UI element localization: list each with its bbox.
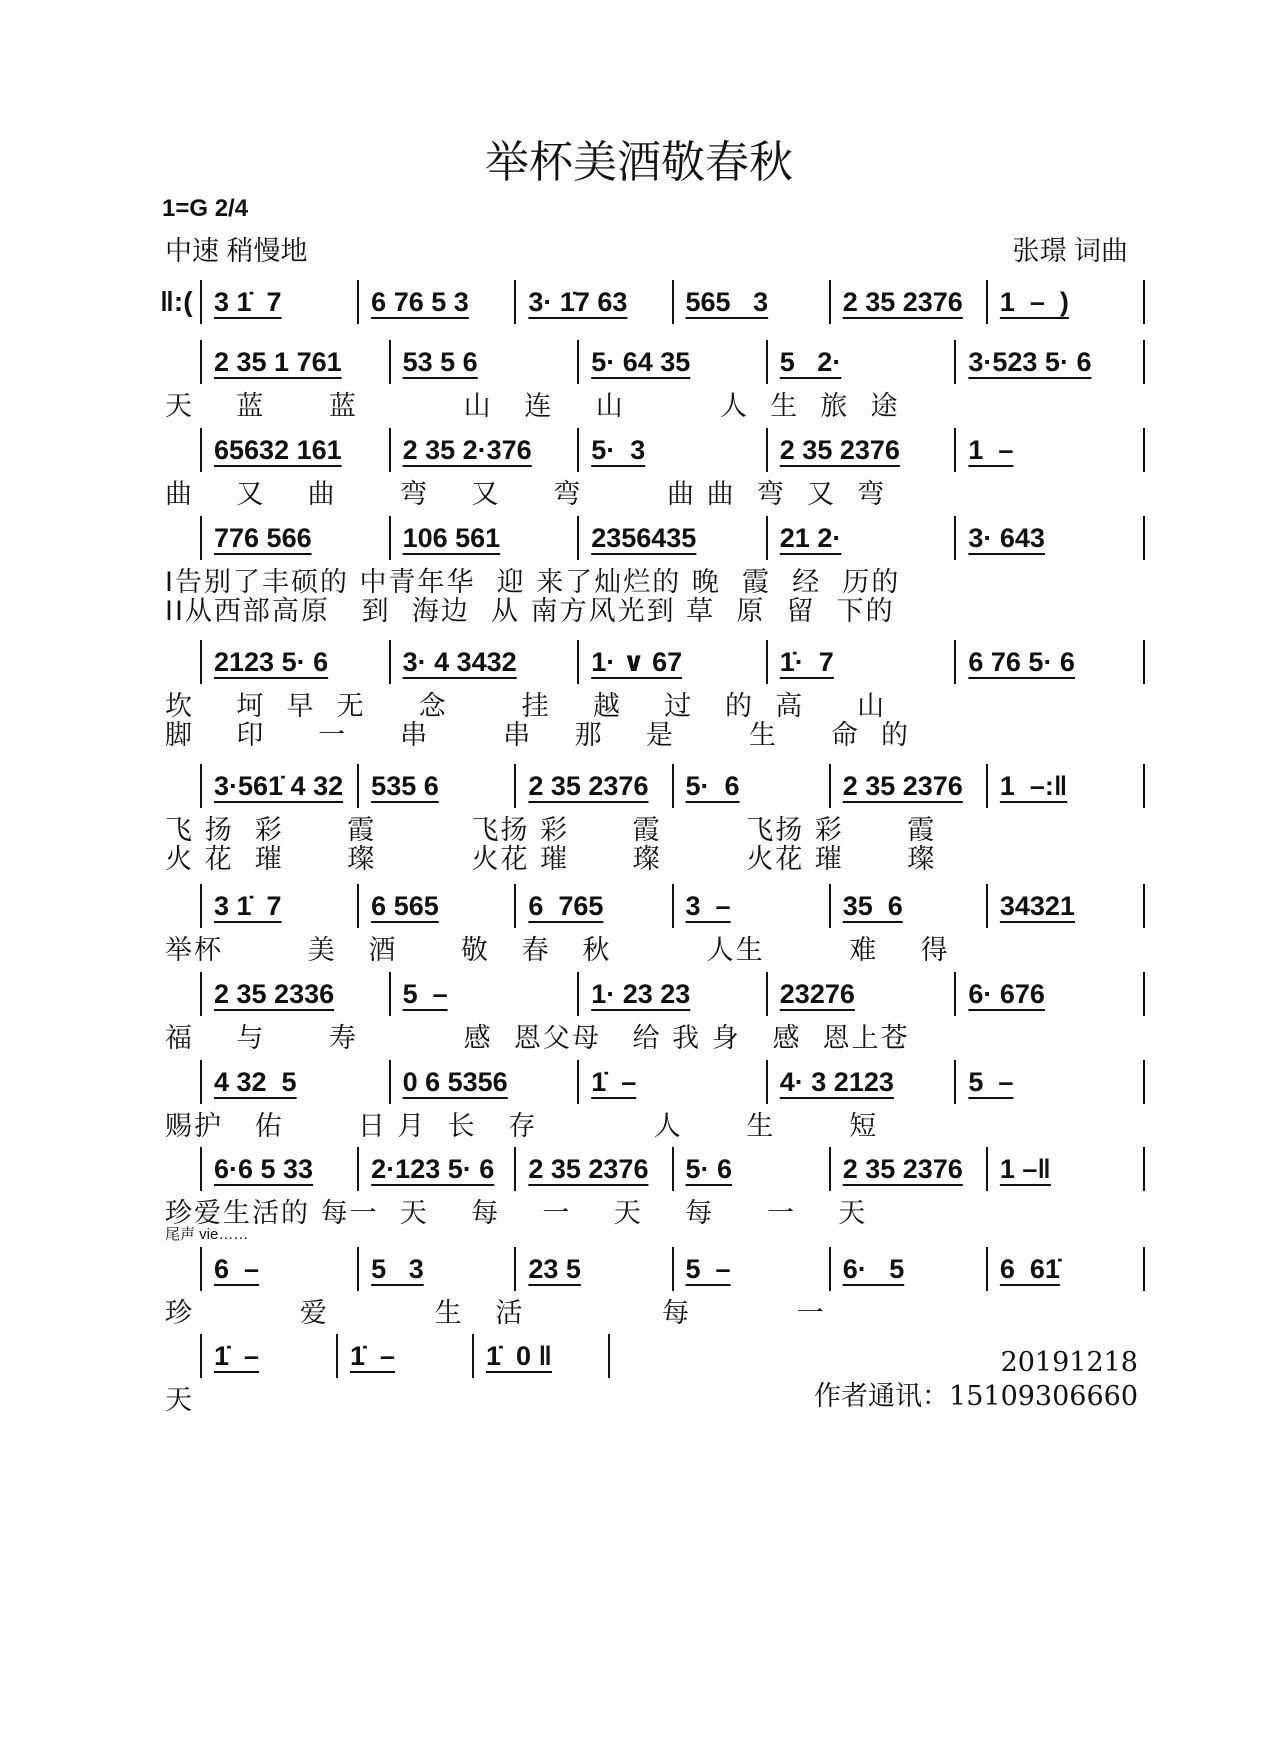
- measure: 21 2·: [766, 516, 955, 560]
- measure: 2356435: [577, 516, 766, 560]
- lyrics-line: 飞 扬 彩 霞 飞扬 彩 霞 飞扬 彩 霞: [165, 815, 937, 846]
- measure: 23 5: [514, 1247, 671, 1291]
- lyrics-line: 福 与 寿 感 恩父母 给 我 身 感 恩上苍: [165, 1023, 910, 1054]
- measure: 1̇ –: [577, 1060, 766, 1104]
- measure: 65632 161: [200, 428, 389, 472]
- measure: 34321: [986, 884, 1145, 928]
- measure: 2 35 2376: [514, 1147, 671, 1191]
- measure: 6·6 5 33: [200, 1147, 357, 1191]
- measure: 5 –: [954, 1060, 1145, 1104]
- measure: 6 765: [514, 884, 671, 928]
- measure: 1̇ 0 ‖: [472, 1334, 610, 1378]
- measure: 5 2·: [766, 340, 955, 384]
- measure: 3 1̇ 7: [200, 280, 357, 324]
- measure: 6· 676: [954, 972, 1145, 1016]
- measure: 565 3: [672, 280, 829, 324]
- music-row: [160, 280, 1145, 324]
- measure: 4· 3 2123: [766, 1060, 955, 1104]
- music-row: [160, 1334, 610, 1378]
- music-row: [160, 340, 1145, 384]
- measure: 776 566: [200, 516, 389, 560]
- measure: 6 76 5· 6: [954, 640, 1145, 684]
- music-row: [160, 972, 1145, 1016]
- measure: 1 – ): [986, 280, 1145, 324]
- measure: 5· 6: [672, 764, 829, 808]
- measure: 3· 4 3432: [389, 640, 578, 684]
- measure: 0 6 5356: [389, 1060, 578, 1104]
- song-title: 举杯美酒敬春秋: [485, 137, 793, 188]
- music-row: [160, 1060, 1145, 1104]
- measure: 2123 5· 6: [200, 640, 389, 684]
- tempo-marking: 中速 稍慢地: [165, 236, 308, 266]
- lyrics-line: 坎 坷 早 无 念 挂 越 过 的 高 山: [165, 691, 887, 722]
- repeat-start: ‖:(: [160, 286, 193, 317]
- measure: 53 5 6: [389, 340, 578, 384]
- lyrics-line: 珍爱生活的 每一 天 每 一 天 每 一 天: [165, 1198, 868, 1229]
- music-row: [160, 1247, 1145, 1291]
- measure: 1· ∨ 67: [577, 640, 766, 684]
- music-row: [160, 1147, 1145, 1191]
- measure: 35 6: [829, 884, 986, 928]
- lyrics-line: I告别了丰硕的 中青年华 迎 来了灿烂的 晚 霞 经 历的: [165, 567, 901, 598]
- measure: 23276: [766, 972, 955, 1016]
- measure: 1̇ –: [200, 1334, 336, 1378]
- measure: 1̇ –: [336, 1334, 472, 1378]
- lyrics-line: II从西部高原 到 海边 从 南方风光到 草 原 留 下的: [165, 596, 895, 627]
- measure: 5 3: [357, 1247, 514, 1291]
- music-row: [160, 516, 1145, 560]
- measure: 2 35 2376: [829, 1147, 986, 1191]
- lyrics-line: 珍 爱 生 活 每 一: [165, 1298, 826, 1329]
- measure: 5 –: [389, 972, 578, 1016]
- measure: 2 35 2376: [829, 764, 986, 808]
- measure: 1̇· 7: [766, 640, 955, 684]
- measure: 2 35 2376: [829, 280, 986, 324]
- measure: 106 561: [389, 516, 578, 560]
- measure: 5 –: [672, 1247, 829, 1291]
- measure: 6 –: [200, 1247, 357, 1291]
- measure: 5· 3: [577, 428, 766, 472]
- lyrics-line: 曲 又 曲 弯 又 弯 曲 曲 弯 又 弯: [165, 479, 887, 510]
- measure: 5· 64 35: [577, 340, 766, 384]
- measure: 3 1̇ 7: [200, 884, 357, 928]
- measure: 535 6: [357, 764, 514, 808]
- measure: 3· 1̇7 63: [514, 280, 671, 324]
- measure: 6· 5: [829, 1247, 986, 1291]
- measure: 2 35 2376: [514, 764, 671, 808]
- date: 20191218: [1000, 1347, 1138, 1378]
- measure: 1 –: [954, 428, 1145, 472]
- music-row: [160, 428, 1145, 472]
- measure: 6 565: [357, 884, 514, 928]
- measure: 4 32 5: [200, 1060, 389, 1104]
- measure: 6 76 5 3: [357, 280, 514, 324]
- measure: 5· 6: [672, 1147, 829, 1191]
- measure: 3·523 5· 6: [954, 340, 1145, 384]
- lyrics-line: 天: [165, 1385, 194, 1416]
- key-time-signature: 1=G 2/4: [162, 195, 249, 222]
- music-row: [160, 764, 1145, 808]
- measure: 1 –:‖: [986, 764, 1145, 808]
- measure: 2·123 5· 6: [357, 1147, 514, 1191]
- measure: 3· 643: [954, 516, 1145, 560]
- measure: 2 35 2376: [766, 428, 955, 472]
- measure: 2 35 2·376: [389, 428, 578, 472]
- coda-label: 尾声 vie……: [165, 1226, 249, 1243]
- measure: 3 –: [672, 884, 829, 928]
- lyrics-line: 举杯 美 酒 敬 春 秋 人生 难 得: [165, 935, 950, 966]
- measure: 3·561̇ 4 32: [200, 764, 357, 808]
- measure: 2 35 2336: [200, 972, 389, 1016]
- music-row: [160, 640, 1145, 684]
- lyrics-line: 赐护 佑 日 月 长 存 人 生 短: [165, 1111, 879, 1142]
- lyrics-line: 火 花 璀 璨 火花 璀 璨 火花 璀 璨: [165, 844, 937, 875]
- lyrics-line: 脚 印 一 串 串 那 是 生 命 的: [165, 720, 911, 751]
- music-row: [160, 884, 1145, 928]
- measure: 6 61̇: [986, 1247, 1145, 1291]
- lyrics-line: 天 蓝 蓝 山 连 山 人 生 旅 途: [165, 391, 900, 422]
- measure: 2 35 1 761: [200, 340, 389, 384]
- author-contact: 作者通讯：15109306660: [814, 1381, 1138, 1412]
- measure: 1 –‖: [986, 1147, 1145, 1191]
- author-credit: 张璟 词曲: [1012, 236, 1128, 266]
- measure: 1· 23 23: [577, 972, 766, 1016]
